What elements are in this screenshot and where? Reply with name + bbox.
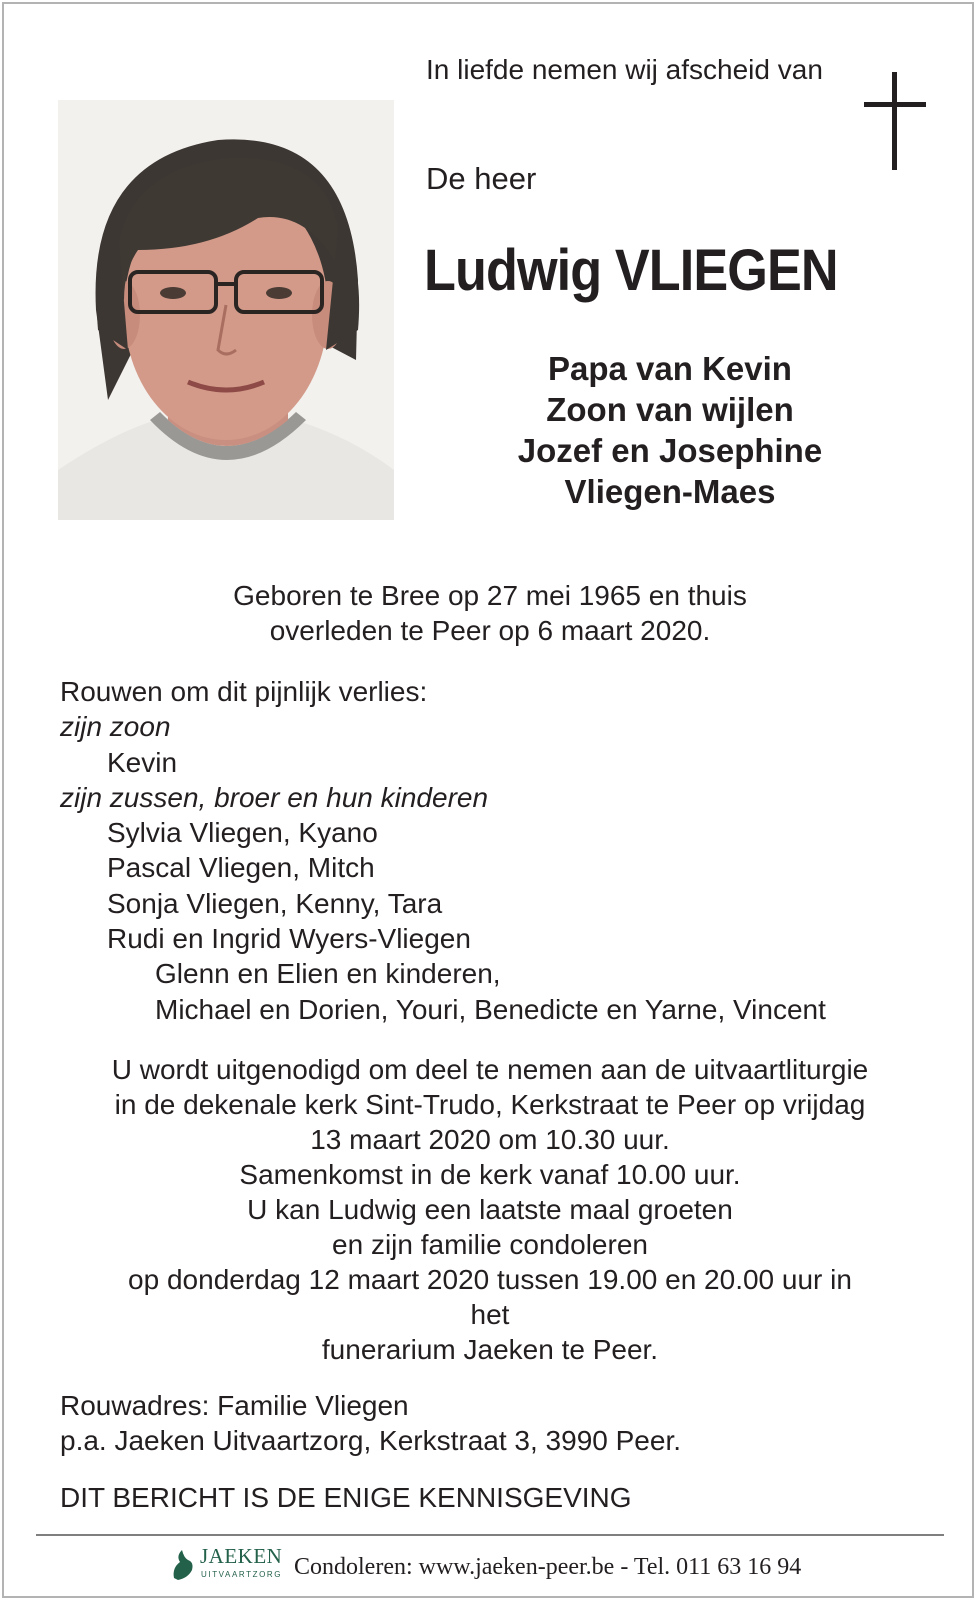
ceremony-line: U kan Ludwig een laatste maal groeten bbox=[247, 1194, 733, 1225]
mourner-line: Michael en Dorien, Youri, Benedicte en Yarne, Vincent bbox=[155, 993, 826, 1025]
address-line: p.a. Jaeken Uitvaartzorg, Kerkstraat 3, 3990 Peer. bbox=[60, 1425, 682, 1456]
intro-text: In liefde nemen wij afscheid van bbox=[426, 54, 823, 85]
ceremony-line: het bbox=[470, 1299, 510, 1330]
latin-cross-icon bbox=[864, 72, 926, 170]
ceremony-line: Samenkomst in de kerk vanaf 10.00 uur. bbox=[239, 1159, 741, 1190]
mourner-line: Kevin bbox=[107, 746, 178, 778]
relation-block bbox=[460, 348, 880, 512]
mourner-line: Glenn en Elien en kinderen, bbox=[155, 958, 501, 990]
sole-notice: DIT BERICHT IS DE ENIGE KENNISGEVING bbox=[60, 1482, 632, 1513]
birth-line: Geboren te Bree op 27 mei 1965 en thuis bbox=[233, 580, 747, 611]
mourner-group-label: zijn zussen, broer en hun kinderen bbox=[60, 781, 489, 813]
ceremony-line: in de dekenale kerk Sint-Trudo, Kerkstraat te Peer op vrijdag bbox=[114, 1089, 866, 1120]
birth-death-block bbox=[40, 578, 940, 648]
ceremony-line: funerarium Jaeken te Peer. bbox=[321, 1334, 659, 1365]
footer-divider bbox=[36, 1534, 944, 1536]
relation-line: Vliegen-Maes bbox=[564, 473, 776, 510]
ceremony-line: U wordt uitgenodigd om deel te nemen aan de uitvaartliturgie bbox=[111, 1054, 869, 1085]
death-line: overleden te Peer op 6 maart 2020. bbox=[269, 615, 711, 646]
mourners-block bbox=[60, 674, 940, 1027]
salutation: De heer bbox=[426, 161, 537, 196]
mourner-line: Rudi en Ingrid Wyers-Vliegen bbox=[107, 923, 471, 955]
ceremony-line: en zijn familie condoleren bbox=[332, 1229, 648, 1260]
logo-subtitle: UITVAARTZORG bbox=[201, 1570, 283, 1579]
relation-line: Jozef en Josephine bbox=[517, 432, 823, 469]
mourner-line: Pascal Vliegen, Mitch bbox=[107, 852, 375, 884]
dove-icon bbox=[170, 1548, 196, 1582]
ceremony-block bbox=[40, 1052, 940, 1367]
mourner-group-label: zijn zoon bbox=[60, 711, 171, 743]
relation-line: Papa van Kevin bbox=[548, 350, 792, 387]
ceremony-line: 13 maart 2020 om 10.30 uur. bbox=[310, 1124, 670, 1155]
mourning-address bbox=[60, 1388, 681, 1458]
mourners-heading: Rouwen om dit pijnlijk verlies: bbox=[60, 676, 428, 707]
portrait-photo bbox=[58, 100, 394, 520]
condolence-contact: Condoleren: www.jaeken-peer.be - Tel. 011 63 16 94 bbox=[294, 1554, 802, 1580]
mourner-line: Sonja Vliegen, Kenny, Tara bbox=[107, 887, 443, 919]
address-line: Rouwadres: Familie Vliegen bbox=[60, 1390, 409, 1421]
deceased-name: Ludwig VLIEGEN bbox=[424, 238, 838, 303]
relation-line: Zoon van wijlen bbox=[546, 391, 794, 428]
ceremony-line: op donderdag 12 maart 2020 tussen 19.00 en 20.00 uur in bbox=[128, 1264, 852, 1295]
jaeken-logo bbox=[170, 1542, 290, 1590]
logo-name: JAEKEN bbox=[200, 1544, 283, 1568]
mourner-line: Sylvia Vliegen, Kyano bbox=[107, 817, 378, 849]
